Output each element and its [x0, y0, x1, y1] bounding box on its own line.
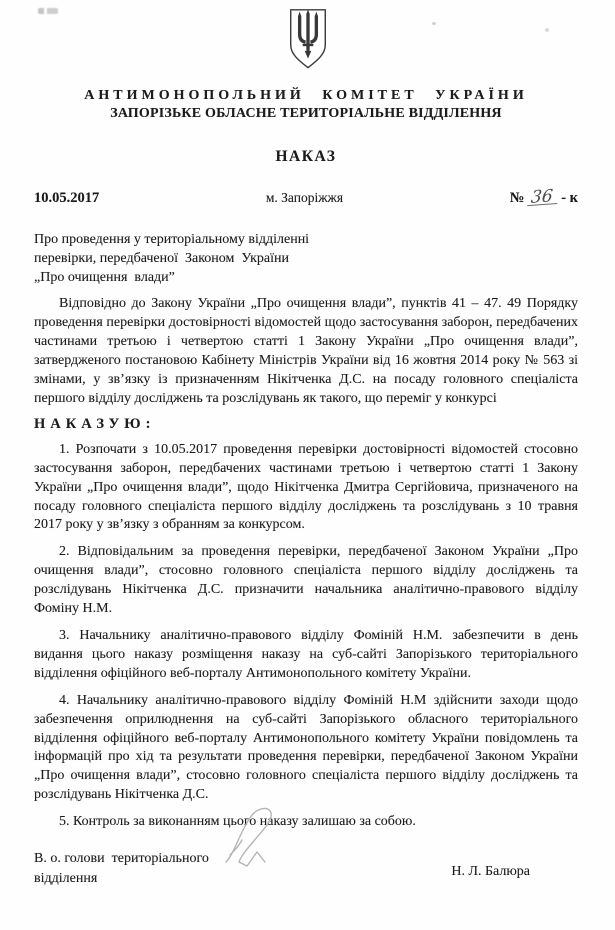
ukraine-trident-emblem-icon: [287, 8, 329, 70]
subject-line: „Про очищення влади”: [34, 269, 175, 285]
order-item-1: 1. Розпочати з 10.05.2017 проведення перевірки достовірності відомостей стосовно застосування заборон, передбачених частинами третьою і четвертою статті 1 Закону України „Про очищення влади”, щодо Нікітченка Дмитра Сергійовича, призначеного на посаду головного спеціаліста першого відділу досліджень та розслідувань з 10 травня 2017 року у зв’язку з обранням за конкурсом.: [34, 441, 578, 533]
signatory-position-line: В. о. голови територіального: [34, 851, 209, 867]
document-number-handwritten: 36: [527, 189, 558, 206]
order-item-5: 5. Контроль за виконанням цього наказу залишаю за собою.: [59, 814, 416, 830]
order-item-2: 2. Відповідальним за проведення перевірки, передбаченої Законом України „Про очищення влади”, стосовно головного спеціаліста першого відділу досліджень та розслідувань Нікітченка Д.С. призначити начальника аналітично-правового відділу Фоміну Н.М.: [34, 544, 578, 617]
signatory-position: [34, 849, 209, 889]
document-number: [509, 186, 578, 208]
subject-line: Про проведення у територіальному відділенні: [34, 232, 310, 247]
order-heading: НАКАЗУЮ:: [34, 415, 156, 432]
signature-block: [34, 849, 578, 889]
document-meta-row: [34, 186, 578, 208]
scan-artifact: [432, 22, 436, 25]
number-suffix: - к: [561, 190, 578, 206]
order-item-4: 4. Начальнику аналітично-правового відділу Фоміній Н.М здійснити заходи щодо забезпечення оприлюднення на суб-сайті Запорізького обласного територіального відділення офіційного веб-порталу Антимонопольного комітету України повідомлень та інформацій про хід та результати проведення перевірки, передбаченої Законом України „Про очищення влади”, стосовно головного спеціаліста першого відділу досліджень та розслідувань Нікітченка Д.С.: [34, 692, 578, 803]
scan-artifact: [545, 28, 549, 32]
document-place: м. Запоріжжя: [265, 190, 344, 205]
number-sign: №: [509, 190, 525, 206]
document-date: 10.05.2017: [34, 190, 100, 206]
branch-name: ЗАПОРІЗЬКЕ ОБЛАСНЕ ТЕРИТОРІАЛЬНЕ ВІДДІЛЕННЯ: [110, 106, 502, 121]
handwritten-signature: [216, 803, 296, 875]
subject-line: перевірки, передбаченої Законом України: [34, 250, 289, 266]
organization-name: АНТИМОНОПОЛЬНИЙ КОМІТЕТ УКРАЇНИ: [84, 88, 528, 103]
document-type-title: НАКАЗ: [275, 148, 337, 165]
order-item-3: 3. Начальнику аналітично-правового відділу Фоміній Н.М. забезпечити в день видання цього наказу розміщення наказу на суб-сайті Запорізького територіального відділення офіційного веб-порталу Антимонопольного комітету України.: [34, 627, 578, 681]
scan-artifact: [38, 8, 58, 14]
intro-paragraph: Відповідно до Закону України „Про очищення влади”, пунктів 41 – 47. 49 Порядку проведення перевірки достовірності відомостей щодо застосування заборон, передбачених частинами третьою і четвертою статті 1 Закону України „Про очищення влади”, затвердженого постановою Кабінету Міністрів України від 16 жовтня 2014 року № 563 зі змінами, у зв’язку із призначенням Нікітченка Д.С. на посаду головного спеціаліста першого відділу досліджень та розслідувань як такого, що переміг у конкурсі: [34, 296, 578, 406]
signatory-name: Н. Л. Балюра: [451, 864, 530, 880]
signatory-position-line: відділення: [34, 871, 98, 887]
subject-block: [34, 231, 578, 287]
